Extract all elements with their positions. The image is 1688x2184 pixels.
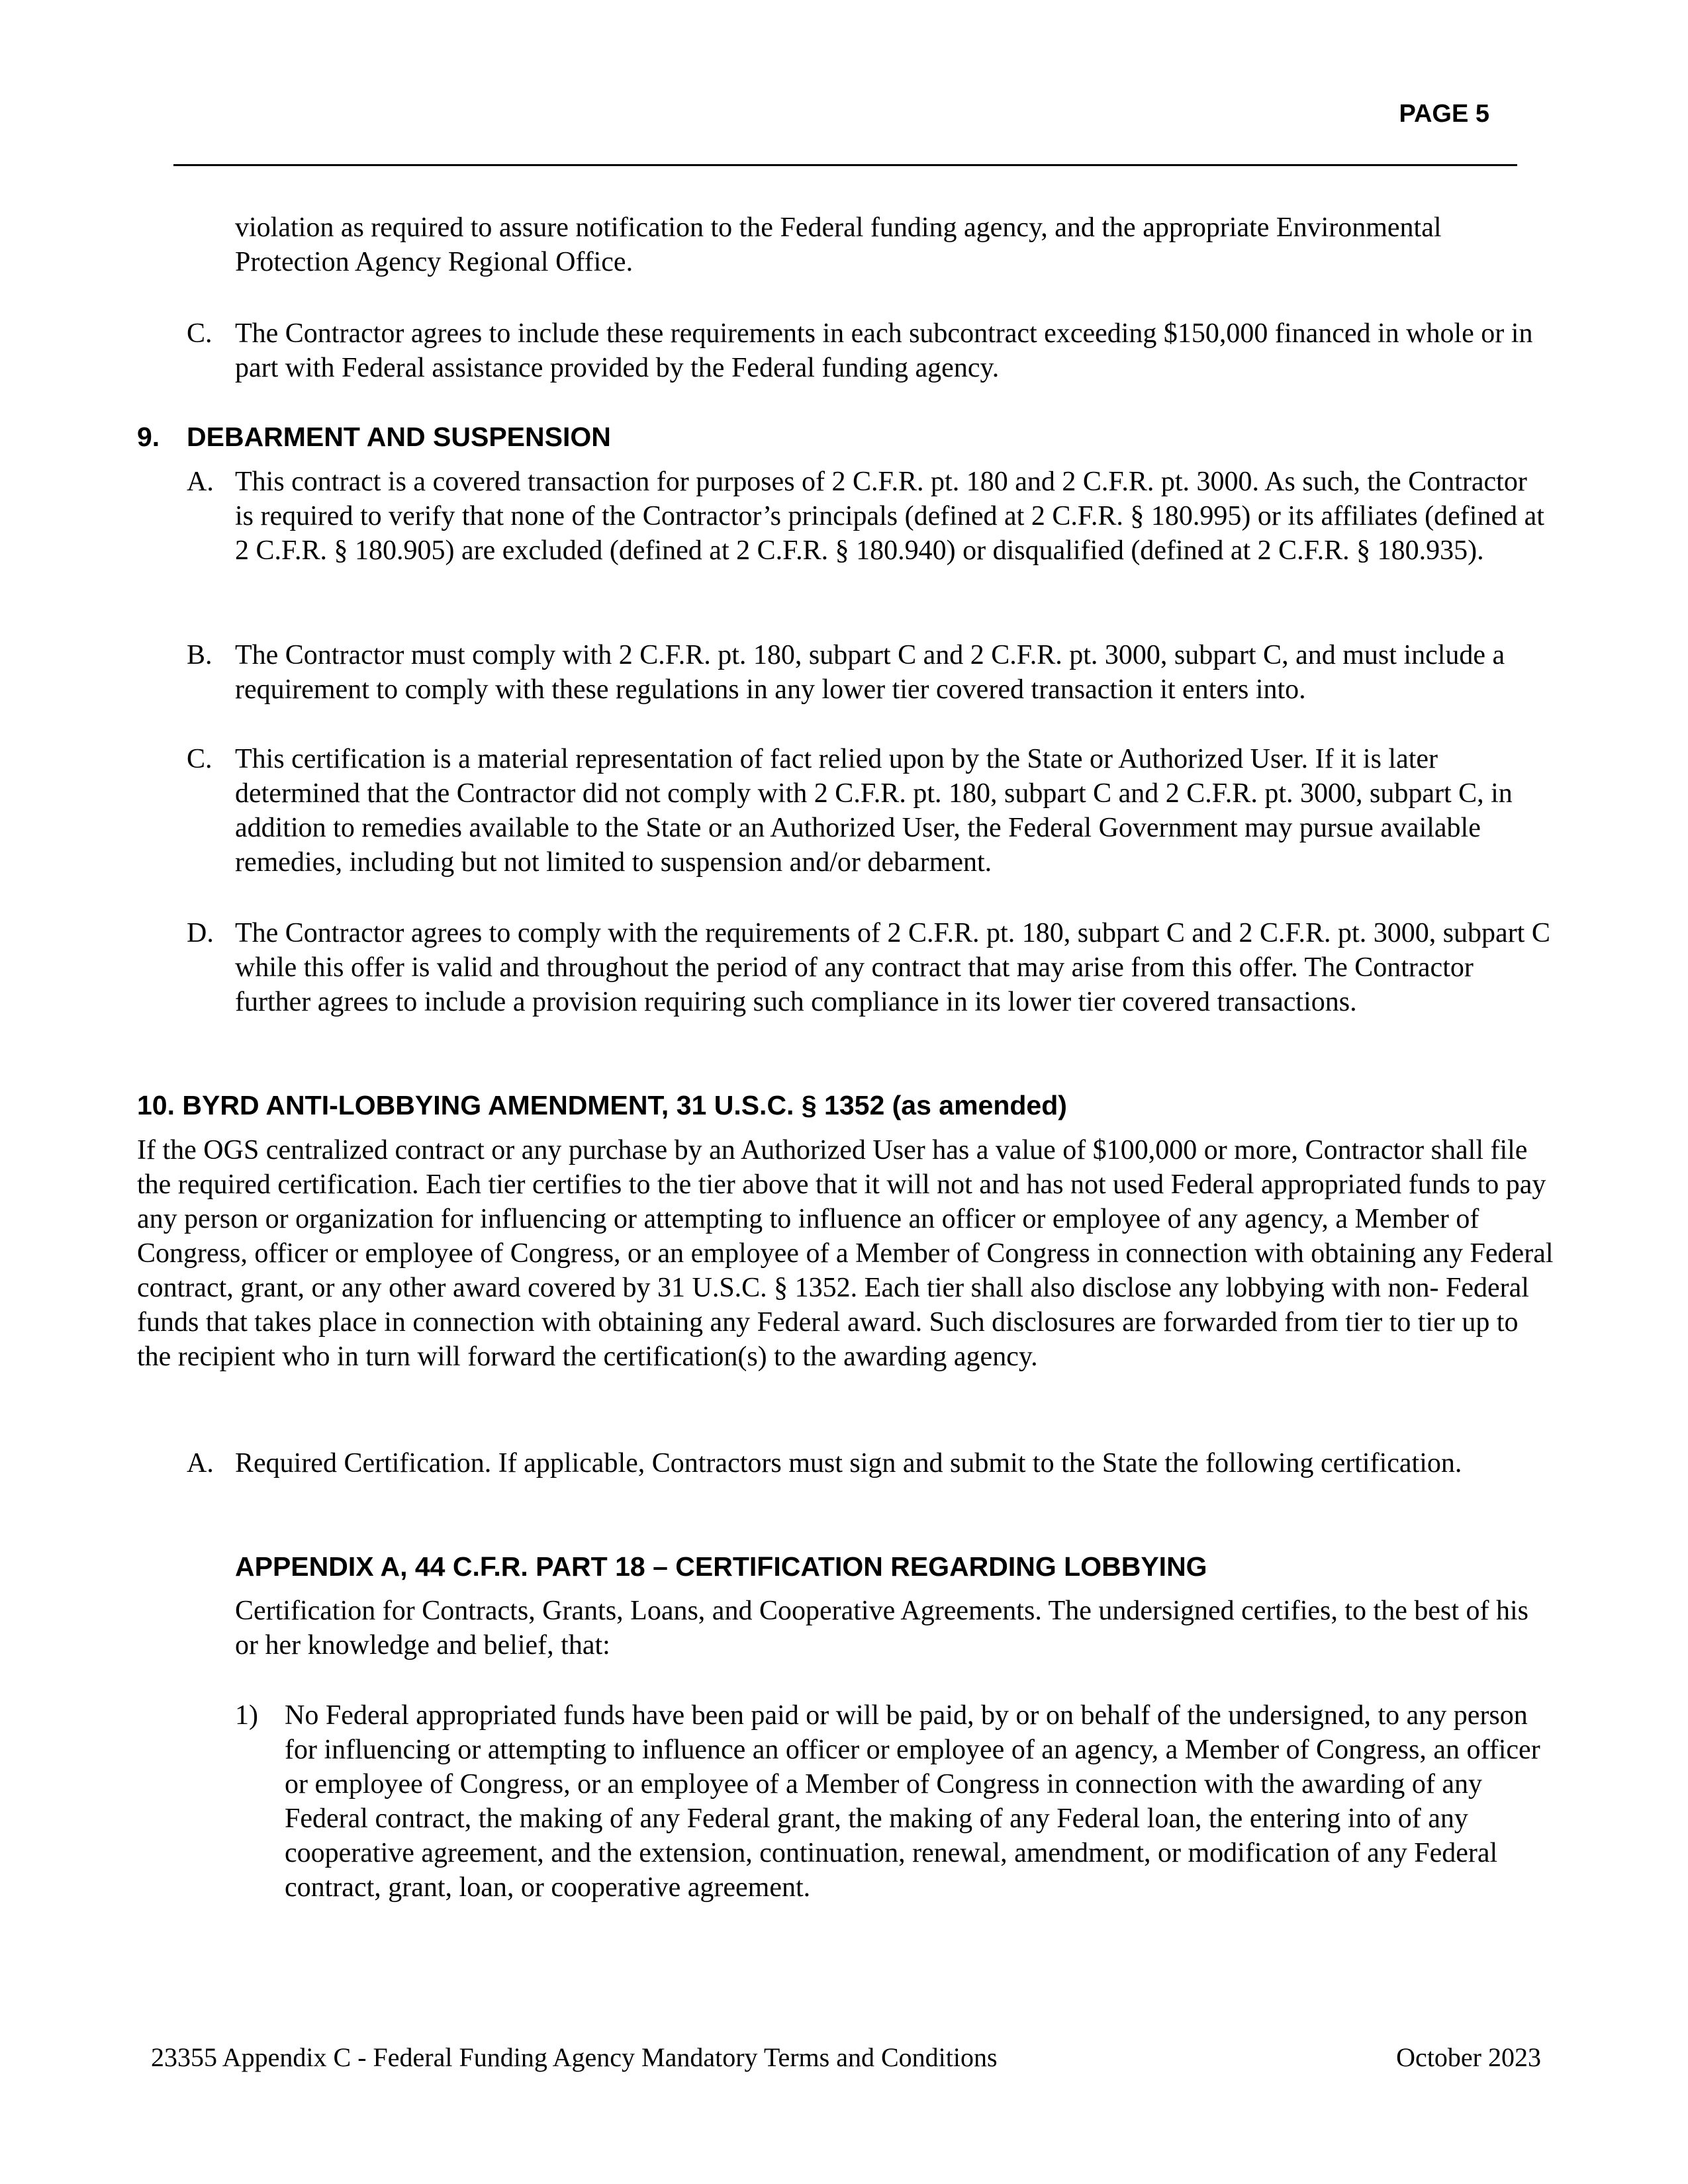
item-label: A. [187, 467, 214, 497]
page-number: PAGE 5 [1399, 100, 1489, 128]
appendix-intro: Certification for Contracts, Grants, Loans, and Cooperative Agreements. The undersigned certifies, to the best of his or her knowledge and belief, that: [235, 1596, 1529, 1661]
item-text: The Contractor agrees to include these requirements in each subcontract exceeding $150,000 financed in whole or in part with Federal assistance provided by the Federal funding agency. [235, 318, 1533, 383]
item-text: This contract is a covered transaction for purposes of 2 C.F.R. pt. 180 and 2 C.F.R. pt. 3000. As such, the Contractor is required to verify that none of the Contractor’s principals (defined at 2 C.F.R. § 180.995) or its affiliates (defined at 2 C.F.R. § 180.905) are excluded (defined at 2 C.F.R. § 180.940) or disqualified (defined at 2 C.F.R. § 180.935). [235, 467, 1544, 566]
item-label: C. [187, 318, 212, 349]
item-text: No Federal appropriated funds have been paid or will be paid, by or on behalf of the undersigned, to any person for influencing or attempting to influence an officer or employee of an agency, a Member of Congress, an officer or employee of Congress, or an employee of a Member of Congress in connection with the awarding of any Federal contract, the making of any Federal grant, the making of any Federal loan, the entering into of any cooperative agreement, and the extension, continuation, renewal, amendment, or modification of any Federal contract, grant, loan, or cooperative agreement. [285, 1700, 1540, 1903]
item-label: C. [187, 744, 212, 774]
item-label: A. [187, 1448, 214, 1479]
footer-date: October 2023 [1396, 2042, 1541, 2072]
item-label: B. [187, 640, 212, 670]
section-title: DEBARMENT AND SUSPENSION [187, 422, 611, 452]
section-heading: 10. BYRD ANTI-LOBBYING AMENDMENT, 31 U.S.C. § 1352 (as amended) [137, 1090, 1067, 1120]
item-text: This certification is a material representation of fact relied upon by the State or Authorized User. If it is later determined that the Contractor did not comply with 2 C.F.R. pt. 180, subpart C and 2 C.F.R. pt. 3000, subpart C, in addition to remedies available to the State or an Authorized User, the Federal Government may pursue available remedies, including but not limited to suspension and/or debarment. [235, 744, 1513, 878]
continued-paragraph: violation as required to assure notification to the Federal funding agency, and the appropriate Environmental Protection Agency Regional Office. [235, 212, 1442, 277]
item-text: Required Certification. If applicable, Contractors must sign and submit to the State the following certification. [235, 1448, 1462, 1479]
footer-document-title: 23355 Appendix C - Federal Funding Agency Mandatory Terms and Conditions [151, 2042, 998, 2072]
item-label: 1) [235, 1700, 258, 1731]
header-divider [173, 164, 1517, 166]
appendix-heading: APPENDIX A, 44 C.F.R. PART 18 – CERTIFICATION REGARDING LOBBYING [235, 1551, 1207, 1582]
item-text: The Contractor agrees to comply with the requirements of 2 C.F.R. pt. 180, subpart C and 2 C.F.R. pt. 3000, subpart C while this offer is valid and throughout the period of any contract that may arise from this offer. The Contractor further agrees to include a provision requiring such compliance in its lower tier covered transactions. [235, 918, 1550, 1017]
section-number: 9. [137, 422, 160, 452]
item-label: D. [187, 918, 214, 948]
item-text: The Contractor must comply with 2 C.F.R. pt. 180, subpart C and 2 C.F.R. pt. 3000, subpart C, and must include a requirement to comply with these regulations in any lower tier covered transaction it enters into. [235, 640, 1505, 705]
section-body: If the OGS centralized contract or any purchase by an Authorized User has a value of $100,000 or more, Contractor shall file the required certification. Each tier certifies to the tier above that it will not and has not used Federal appropriated funds to pay any person or organization for influencing or attempting to influence an officer or employee of any agency, a Member of Congress, officer or employee of Congress, or an employee of a Member of Congress in connection with obtaining any Federal contract, grant, or any other award covered by 31 U.S.C. § 1352. Each tier shall also disclose any lobbying with non- Federal funds that takes place in connection with obtaining any Federal award. Such disclosures are forwarded from tier to tier up to the recipient who in turn will forward the certification(s) to the awarding agency. [137, 1135, 1554, 1372]
